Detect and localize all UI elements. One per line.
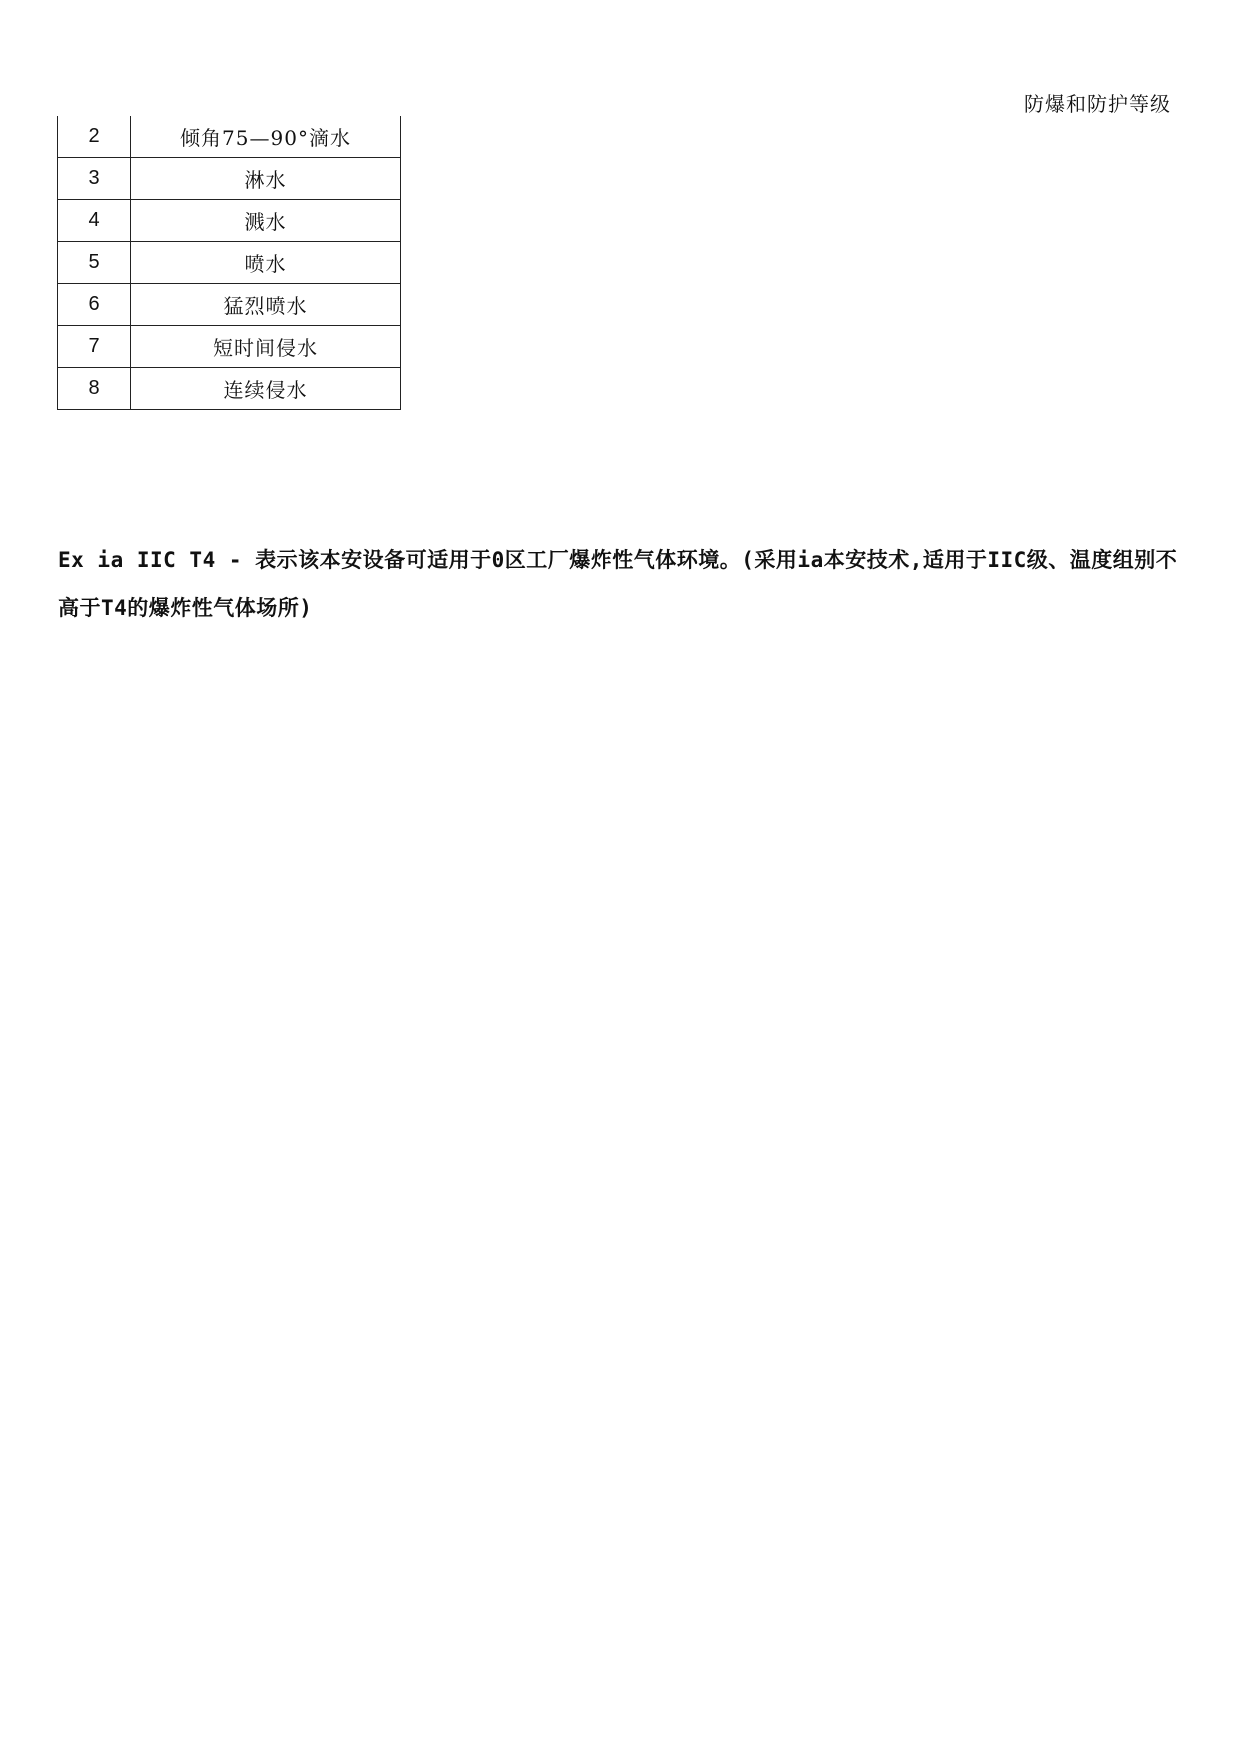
- table-row: [58, 158, 401, 200]
- level-description-cell: 短时间侵水: [131, 326, 401, 368]
- table-row: [58, 326, 401, 368]
- page-header-title: 防爆和防护等级: [1024, 92, 1171, 116]
- table-row: [58, 116, 401, 158]
- level-number-cell: 8: [58, 368, 131, 410]
- level-number-cell: 3: [58, 158, 131, 200]
- level-description-cell: 溅水: [131, 200, 401, 242]
- level-number-cell: 4: [58, 200, 131, 242]
- table-row: [58, 200, 401, 242]
- level-description-cell: 淋水: [131, 158, 401, 200]
- level-number-cell: 7: [58, 326, 131, 368]
- table-row: [58, 284, 401, 326]
- level-description-cell: 连续侵水: [131, 368, 401, 410]
- level-description-cell: 猛烈喷水: [131, 284, 401, 326]
- table-row: [58, 242, 401, 284]
- ex-marking-explanation: Ex ia IIC T4 - 表示该本安设备可适用于0区工厂爆炸性气体环境。(采用ia本安技术,适用于IIC级、温度组别不高于T4的爆炸性气体场所): [58, 548, 1178, 620]
- level-number-cell: 5: [58, 242, 131, 284]
- table-row: [58, 368, 401, 410]
- protection-level-table: [57, 116, 401, 410]
- level-description-cell: 倾角75—90°滴水: [131, 116, 401, 158]
- level-description-cell: 喷水: [131, 242, 401, 284]
- table-body: [58, 116, 401, 410]
- level-number-cell: 2: [58, 116, 131, 158]
- level-number-cell: 6: [58, 284, 131, 326]
